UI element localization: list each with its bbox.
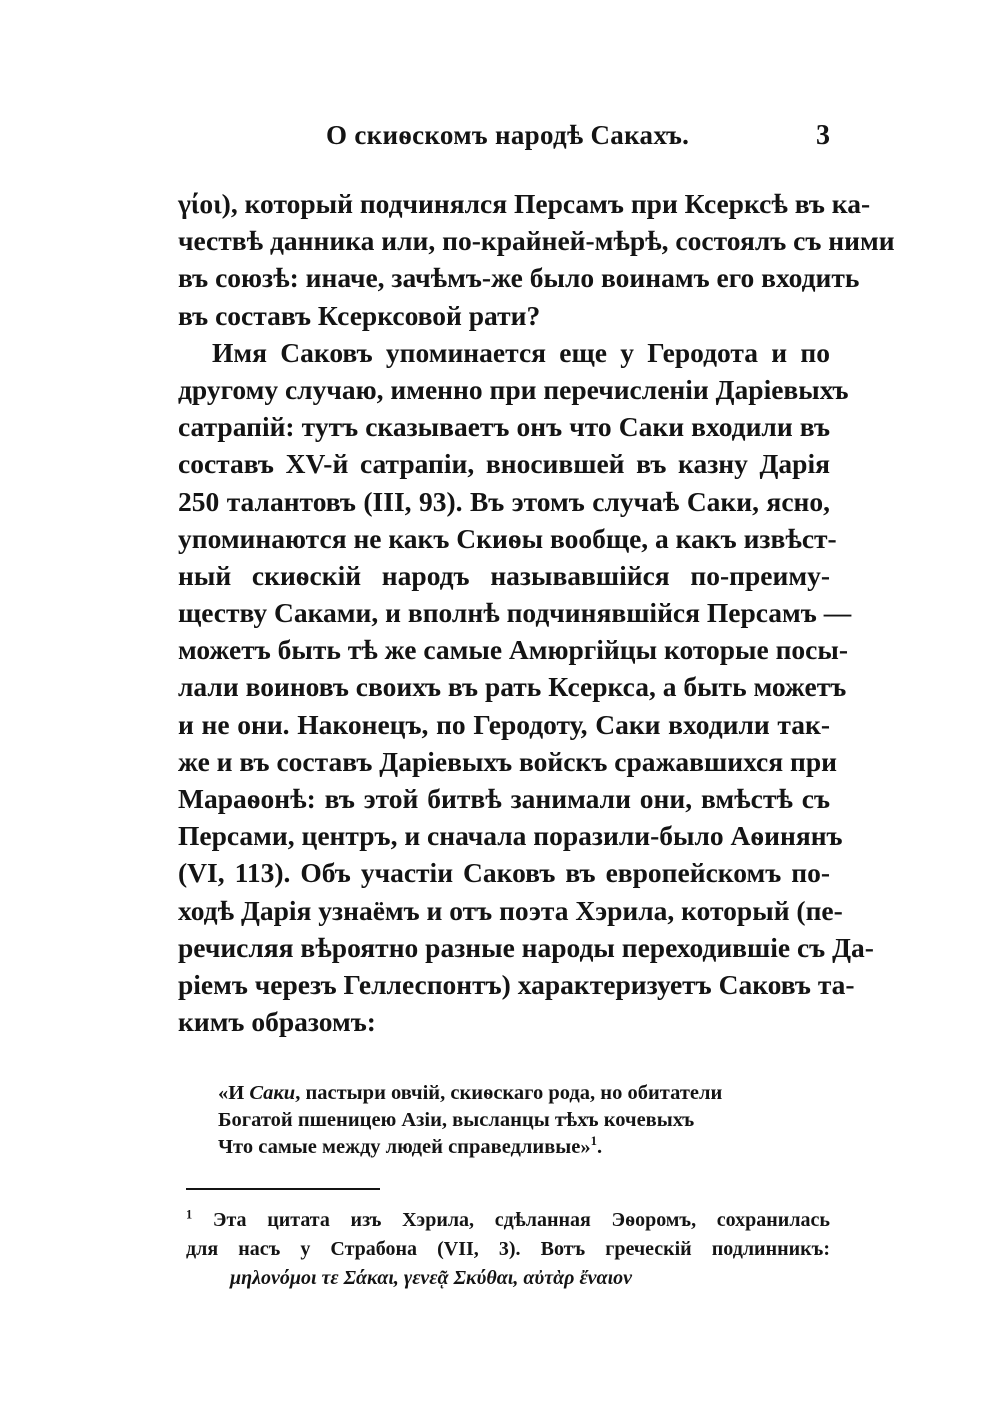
text-line: и не они. Наконецъ, по Геродоту, Саки входили так- (178, 708, 830, 740)
footnote-line-text: Эта цитата изъ Хэрила, сдѣланная Эѳоромъ, сохранилась (192, 1209, 830, 1231)
paragraph-start-line: Имя Саковъ упоминается еще у Геродота и по (212, 336, 830, 368)
footnote-marker: 1 (186, 1207, 193, 1222)
quote-line-end: . (597, 1136, 603, 1158)
quote-line (218, 1080, 778, 1107)
text-line: ный скиѳскій народъ называвшійся по-преиму- (178, 559, 830, 591)
quote-open: «И (218, 1082, 250, 1104)
text-line: Персами, центръ, и сначала поразили-было Аѳинянъ (178, 820, 843, 852)
quote-line: Богатой пшеницею Азіи, высланцы тѣхъ кочевыхъ (218, 1109, 695, 1131)
text-line: речисляя вѣроятно разные народы переходившіе съ Да- (178, 931, 874, 963)
text-line: ществу Саками, и вполнѣ подчинявшійся Персамъ — (178, 597, 852, 629)
footnote-divider (186, 1188, 380, 1190)
text-line: сатрапій: тутъ сказываетъ онъ что Саки входили въ (178, 411, 830, 443)
text-line: Мараѳонѣ: въ этой битвѣ занимали они, вмѣстѣ съ (178, 783, 830, 814)
text-line: ходѣ Дарія узнаёмъ и отъ поэта Хэрила, который (пе- (178, 894, 843, 926)
text-line: другому случаю, именно при перечисленіи Даріевыхъ (178, 373, 849, 405)
running-title: О скиѳскомъ народѣ Сакахъ. (326, 120, 690, 150)
text-line: ріемъ черезъ Геллеспонтъ) характеризуетъ Саковъ та- (178, 968, 855, 1000)
footnote (186, 1206, 830, 1293)
quote-line (218, 1134, 778, 1161)
text-line: 250 талантовъ (III, 93). Въ этомъ случаѣ Саки, ясно, (178, 485, 830, 517)
quote-line-rest: , пастыри овчій, скиѳскаго рода, но обитатели (295, 1082, 723, 1104)
text-line: же и въ составъ Даріевыхъ войскъ сражавшихся при (178, 745, 837, 777)
greek-original-line: μηλονόμοι τε Σάκαι, γενεᾷ Σκύθαι, αὐτὰρ ἔναιον (230, 1267, 633, 1289)
text-line: кимъ образомъ: (178, 1006, 376, 1038)
quote-line-text: Что самые между людей справедливые» (218, 1136, 591, 1158)
main-text (178, 185, 895, 1040)
page-number: 3 (816, 120, 830, 151)
text-line: въ составъ Ксерксовой рати? (178, 299, 541, 331)
text-line: можетъ быть тѣ же самые Амюргійцы которые посы- (178, 634, 849, 666)
text-line: составъ XV-й сатрапіи, вносившей въ казну Дарія (178, 448, 830, 480)
text-line: (VI, 113). Объ участіи Саковъ въ европейскомъ по- (178, 857, 830, 889)
text-line: γίοι), который подчинялся Персамъ при Ксерксѣ въ ка- (178, 188, 871, 219)
footnote-reference: 1 (590, 1134, 598, 1149)
quote-emphasis: Саки (249, 1082, 296, 1104)
text-line: въ союзѣ: иначе, зачѣмъ-же было воинамъ его входить (178, 262, 860, 294)
footnote-line (186, 1206, 830, 1235)
verse-quotation (218, 1080, 778, 1161)
text-line: чествѣ данника или, по-крайней-мѣрѣ, состоялъ съ ними (178, 225, 895, 257)
text-line: лали воиновъ своихъ въ рать Ксеркса, а быть можетъ (178, 671, 847, 703)
text-line: упоминаются не какъ Скиѳы вообще, а какъ извѣст- (178, 522, 837, 554)
footnote-line: для насъ у Страбона (VII, 3). Вотъ греческій подлинникъ: (186, 1238, 830, 1260)
page-header (178, 120, 830, 156)
